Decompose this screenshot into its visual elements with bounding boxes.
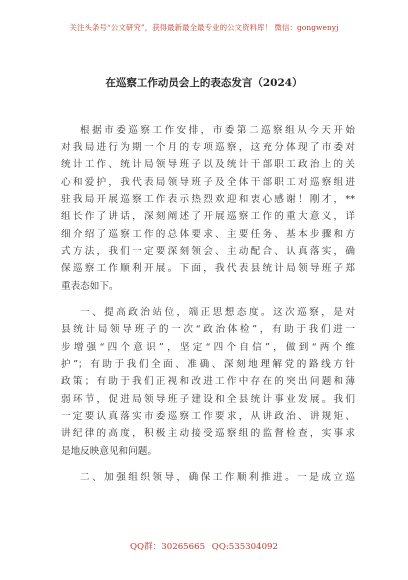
footer-qq-number: QQ:535304092: [211, 542, 278, 552]
paragraph-line: 统计工作、统计局领导班子以及统计干部职工政治上的关: [61, 159, 355, 170]
header-promo: 关注头条号“公文研究”，获得最新最全最专业的公文资料库！ 微信：gongwenyj: [69, 23, 339, 32]
footer-qq-group: QQ群：30265665: [130, 542, 206, 552]
paragraph-line: 保巡察工作顺利开展。下面，我代表县统计局领导班子郑: [61, 263, 355, 274]
paragraph-line: 步增强“四个意识”，坚定“四个自信”，做到“两个维: [61, 342, 355, 353]
paragraph-line: 是地反映意见和问题。: [61, 446, 157, 457]
paragraph-line: 细介绍了巡察工作的总体要求、主要任务、基本步骤和方: [61, 229, 355, 240]
paragraph-line: 政策；有助于我们正视和改进工作中存在的突出问题和薄: [61, 376, 355, 387]
paragraph-line: 式方法，我们一定要深刻领会、主动配合、认真落实，确: [61, 246, 355, 257]
page-title: 在巡察工作动员会上的表态发言（2024）: [105, 77, 303, 89]
paragraph-line: 重表态如下。: [61, 281, 119, 292]
paragraph-line: 护”；有助于我们全面、准确、深刻地理解党的路线方针: [61, 359, 355, 370]
footer-contact: [0, 540, 408, 552]
paragraph-line: 一定要认真落实市委巡察工作要求，从讲政治、讲规矩、: [61, 411, 355, 422]
paragraph-line: 根据市委巡察工作安排，市委第二巡察组从今天开始: [80, 125, 355, 136]
paragraph-line: 心和爱护，我代表局领导班子及全体干部职工对巡察组进: [61, 177, 355, 188]
paragraph-line: 讲纪律的高度，积极主动接受巡察组的监督检查，实事求: [61, 428, 355, 439]
paragraph-line: 对我局进行为期一个月的专项巡察，这充分体现了市委对: [61, 142, 355, 153]
paragraph-line: 组长作了讲话，深刻阐述了开展巡察工作的重大意义，详: [61, 211, 355, 222]
paragraph-line: 驻我局开展巡察工作表示热烈欢迎和衷心感谢！刚才，**: [61, 194, 355, 205]
paragraph-line: 弱环节，促进局领导班子建设和全县统计事业发展。我们: [61, 394, 355, 405]
paragraph-line: 一、提高政治站位，端正思想态度。这次巡察，是对: [80, 307, 355, 318]
paragraph-line: 县统计局领导班子的一次“政治体检”，有助于我们进一: [61, 324, 355, 335]
paragraph-line: 二、加强组织领导，确保工作顺利推进。一是成立巡: [80, 472, 355, 483]
